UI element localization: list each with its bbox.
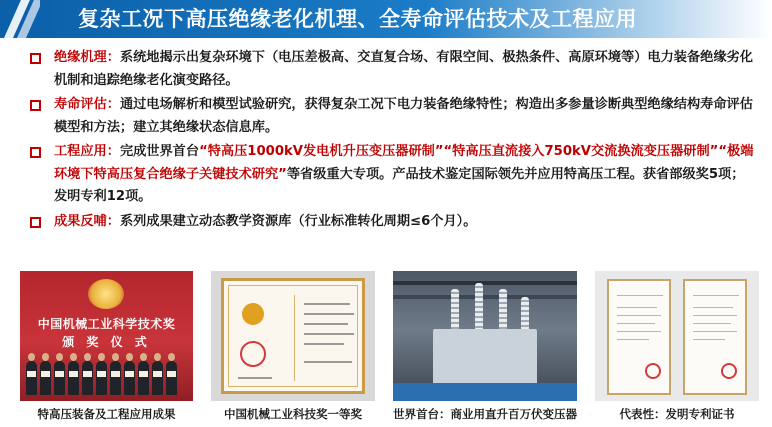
bushing — [451, 289, 459, 331]
certificate-text-line — [304, 333, 354, 335]
bullet-text: 完成世界首台 — [119, 144, 200, 159]
certificate-divider — [294, 295, 295, 381]
certificate-text-line — [304, 313, 354, 315]
bullet-item-mechanism — [26, 47, 754, 92]
person-figure — [26, 361, 37, 395]
crane-beam — [393, 295, 577, 299]
bullet-text: 等省级重大专项。产品技术鉴定国际领先并应用特高压工程。获省部级奖5项；发明专利12项。 — [54, 166, 745, 204]
square-bullet-icon — [30, 217, 41, 228]
person-figure — [110, 361, 121, 395]
square-bullet-icon — [30, 53, 41, 64]
person-figure — [124, 361, 135, 395]
patent-text-line — [693, 339, 725, 340]
ceremony-banner-title: 中国机械工业科学技术奖 — [37, 317, 176, 331]
red-seal-icon — [240, 341, 266, 367]
bushing — [521, 297, 529, 331]
transformer-photo — [393, 271, 577, 401]
certificate-frame — [221, 278, 365, 394]
award-logo-icon — [88, 279, 124, 309]
bullet-text: 通过电场解析和模型试验研究，获得复杂工况下电力装备绝缘特性；构造出多参量诊断典型绝缘结构寿命评估模型和方法；建立其绝缘状态信息库。 — [54, 97, 753, 135]
crane-beam — [393, 281, 577, 285]
bullet-key: 成果反哺： — [54, 213, 120, 229]
person-figure — [166, 361, 177, 395]
project-name: “特高压直流接入750kV交流换流变压器研制” — [443, 144, 719, 159]
certificate-text-line — [304, 303, 350, 305]
patent-text-line — [693, 331, 737, 332]
square-bullet-icon — [30, 100, 41, 111]
award-recipients — [24, 351, 189, 395]
certificate-text-line — [304, 323, 348, 325]
square-bullet-icon — [30, 147, 41, 158]
bullet-text: 系列成果建立动态教学资源库（行业标准转化周期≤6个月）。 — [119, 213, 477, 229]
bullet-key: 工程应用： — [54, 144, 120, 159]
test-hall-floor — [393, 383, 577, 401]
bullet-item-lifetime — [26, 94, 754, 139]
patent-text-line — [693, 295, 739, 296]
photo-caption: 特高压装备及工程应用成果 — [37, 407, 176, 421]
red-seal-icon — [645, 363, 661, 379]
patent-text-line — [617, 295, 663, 296]
patent-text-line — [617, 323, 655, 324]
project-name: “特高压1000kV发电机升压变压器研制” — [199, 144, 444, 159]
photo-strip — [20, 271, 760, 401]
red-seal-icon — [721, 363, 737, 379]
ceremony-banner-subtitle: 颁 奖 仪 式 — [62, 335, 151, 349]
banner-decoration — [0, 0, 40, 38]
project-name: “极端环境下特高压复合绝缘子关键技术研究” — [54, 144, 754, 182]
award-ceremony-photo — [20, 271, 193, 401]
bullet-text: 系统地揭示出复杂环境下（电压差极高、交直复合场、有限空间、极热条件、高原环境等）电力装备绝缘劣化机制和追踪绝缘老化演变路径。 — [54, 50, 753, 88]
photo-caption: 代表性：发明专利证书 — [619, 407, 735, 421]
patent-text-line — [617, 307, 657, 308]
certificate-border — [228, 285, 358, 387]
patent-certificate — [683, 279, 747, 395]
certificate-text-line — [304, 343, 344, 345]
patent-text-line — [617, 331, 661, 332]
transformer-body — [433, 329, 537, 387]
person-figure — [138, 361, 149, 395]
patent-certificates-photo — [595, 271, 759, 401]
title-banner — [0, 0, 772, 38]
bullet-list — [26, 47, 754, 233]
bullet-item-application — [26, 141, 754, 209]
certificate-emblem-icon — [242, 303, 264, 325]
bullet-key: 绝缘机理： — [54, 50, 120, 65]
certificate-text-line — [238, 377, 272, 379]
person-figure — [96, 361, 107, 395]
photo-caption: 中国机械工业科技奖一等奖 — [224, 407, 362, 421]
patent-text-line — [693, 307, 733, 308]
bullet-key: 寿命评估： — [54, 97, 120, 112]
bushing — [475, 283, 483, 331]
patent-text-line — [617, 315, 661, 316]
page-title: 复杂工况下高压绝缘老化机理、全寿命评估技术及工程应用 — [78, 7, 637, 31]
patent-certificate — [607, 279, 671, 395]
bullet-item-feedback — [26, 211, 754, 234]
patent-text-line — [693, 323, 731, 324]
photo-caption: 世界首台：商业用直升百万伏变压器 — [393, 407, 577, 421]
person-figure — [54, 361, 65, 395]
patent-text-line — [617, 339, 649, 340]
person-figure — [82, 361, 93, 395]
person-figure — [40, 361, 51, 395]
person-figure — [152, 361, 163, 395]
person-figure — [68, 361, 79, 395]
bushing — [499, 289, 507, 331]
award-certificate-photo — [211, 271, 375, 401]
certificate-text-line — [304, 361, 352, 363]
patent-text-line — [693, 315, 737, 316]
